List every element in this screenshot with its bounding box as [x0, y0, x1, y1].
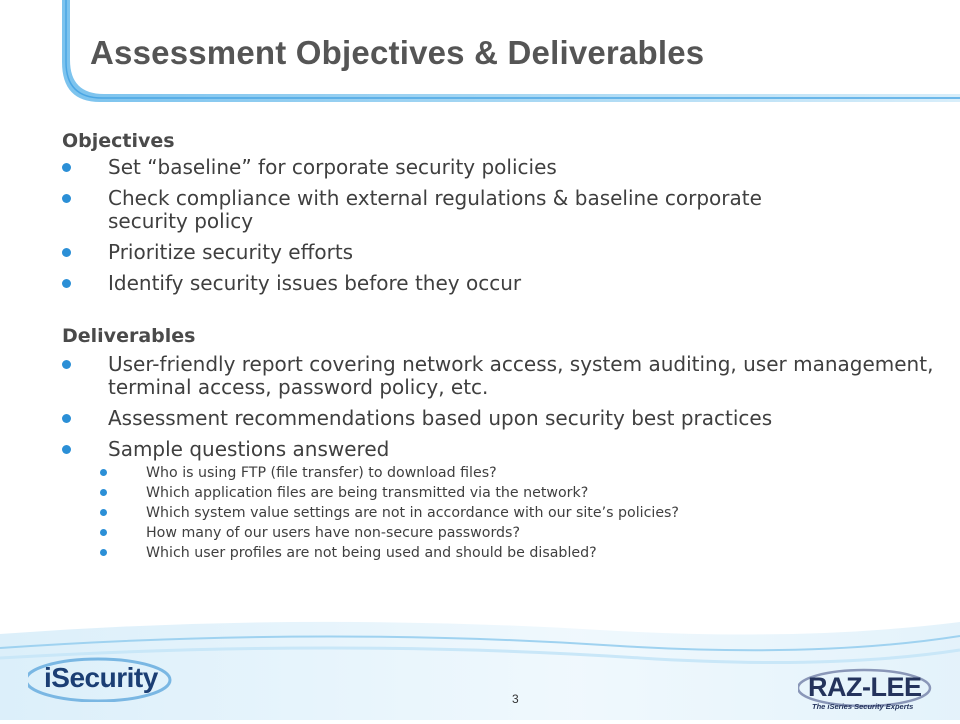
bullet-icon — [62, 360, 71, 369]
isecurity-logo-text: iSecurity — [44, 662, 158, 693]
bullet-icon — [100, 509, 107, 516]
list-item — [62, 241, 942, 264]
razlee-logo — [798, 668, 938, 716]
bullet-icon — [62, 279, 71, 288]
bullet-icon — [62, 445, 71, 454]
list-item — [62, 543, 942, 563]
list-item — [62, 438, 942, 461]
page-number: 3 — [512, 692, 519, 706]
list-item — [62, 156, 942, 179]
bullet-icon — [62, 248, 71, 257]
list-item-text: Sample questions answered — [108, 437, 390, 461]
list-item-text: Prioritize security efforts — [108, 240, 354, 264]
list-item — [62, 353, 942, 399]
list-item-text: Which application files are being transmitted via the network? — [146, 485, 589, 501]
isecurity-logo — [28, 656, 178, 702]
list-item-text: How many of our users have non-secure passwords? — [146, 525, 520, 541]
title-frame — [0, 0, 960, 112]
slide-content — [62, 130, 942, 563]
bullet-icon — [100, 529, 107, 536]
list-item — [62, 503, 942, 523]
list-item-text: Which user profiles are not being used and should be disabled? — [146, 545, 597, 561]
bullet-icon — [62, 414, 71, 423]
list-item — [62, 407, 942, 430]
list-item — [62, 483, 942, 503]
razlee-logo-text: RAZ-LEE — [808, 672, 922, 702]
slide-title: Assessment Objectives & Deliverables — [90, 34, 705, 71]
list-item-text: Assessment recommendations based upon security best practices — [108, 406, 773, 430]
bullet-icon — [100, 489, 107, 496]
list-item-text: User-friendly report covering network access, system auditing, user management, terminal access, password policy, etc. — [108, 352, 934, 399]
list-item-text: Who is using FTP (file transfer) to download files? — [146, 465, 497, 481]
objectives-heading: Objectives — [62, 130, 175, 152]
bullet-icon — [62, 163, 71, 172]
deliverables-heading: Deliverables — [62, 325, 196, 347]
list-item-text: Check compliance with external regulations & baseline corporate security policy — [108, 186, 762, 233]
deliverables-list — [62, 353, 942, 461]
list-item — [62, 523, 942, 543]
list-item-text: Set “baseline” for corporate security policies — [108, 155, 557, 179]
list-item — [62, 463, 942, 483]
list-item-text: Which system value settings are not in accordance with our site’s policies? — [146, 505, 679, 521]
bullet-icon — [100, 549, 107, 556]
list-item — [62, 187, 942, 233]
list-item-text: Identify security issues before they occur — [108, 271, 522, 295]
bullet-icon — [100, 469, 107, 476]
razlee-tagline: The iSeries Security Experts — [812, 702, 914, 711]
list-item — [62, 272, 942, 295]
sample-questions-list — [62, 463, 942, 563]
objectives-list — [62, 156, 942, 295]
bullet-icon — [62, 194, 71, 203]
